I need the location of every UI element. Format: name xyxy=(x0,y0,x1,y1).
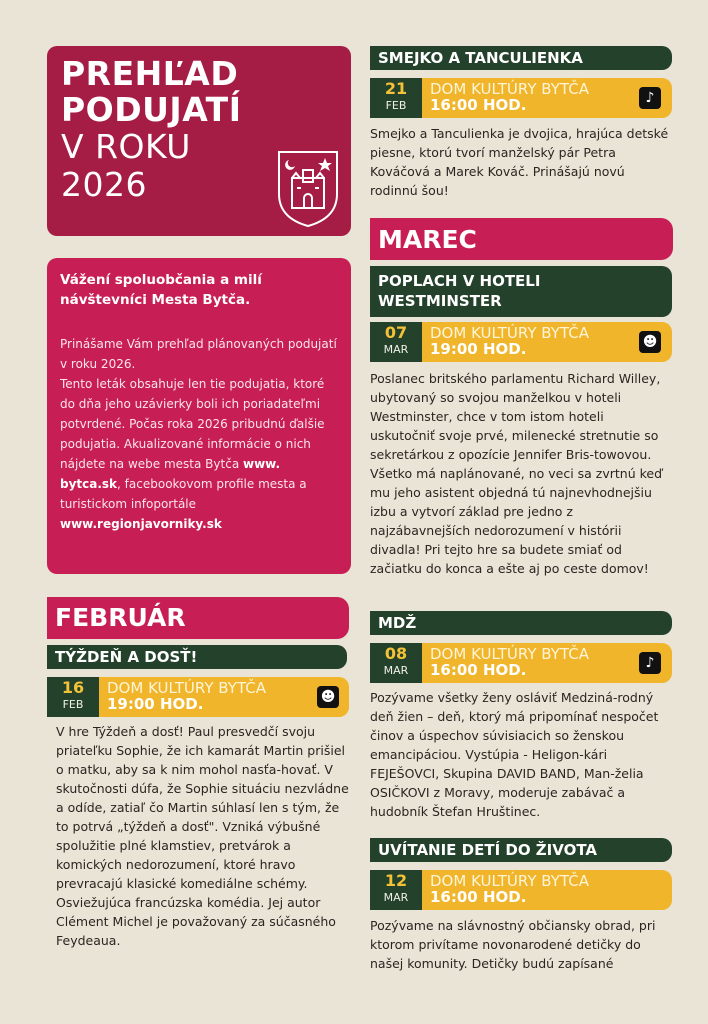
event-date-smejko xyxy=(370,78,422,118)
event-desc-smejko: Smejko a Tanculienka je dvojica, hrajúca detské piesne, ktorú tvorí manželský pár Petra Kováčová a Marek Kováč. Prinášajú novú rodinnú šou! xyxy=(370,126,669,198)
event-title-text: TÝŽDEŇ A DOSŤ! xyxy=(55,648,198,666)
event-title-smejko xyxy=(370,46,672,70)
event-time: 16:00 HOD. xyxy=(430,96,527,114)
event-day: 07 xyxy=(384,323,408,342)
event-venue: DOM KULTÚRY BYTČA xyxy=(107,679,266,697)
intro-text xyxy=(60,334,341,534)
event-title-text: SMEJKO A TANCULIENKA xyxy=(378,49,583,67)
event-place-smejko xyxy=(422,78,672,118)
intro-box xyxy=(47,258,351,574)
event-date-uvitanie xyxy=(370,870,422,910)
intro-heading: Vážení spoluobčania a milí návštevníci Mesta Bytča. xyxy=(60,272,262,308)
event-venue: DOM KULTÚRY BYTČA xyxy=(430,80,589,98)
event-title-uvitanie xyxy=(370,838,672,862)
theatre-masks-icon: ☻ xyxy=(639,331,661,353)
intro-web-link[interactable]: www. bytca.sk xyxy=(60,457,281,491)
event-venue: DOM KULTÚRY BYTČA xyxy=(430,324,589,342)
title-box xyxy=(47,46,351,236)
event-month: MAR xyxy=(383,664,409,677)
event-title-text: UVÍTANIE DETÍ DO ŽIVOTA xyxy=(378,841,598,859)
event-venue: DOM KULTÚRY BYTČA xyxy=(430,872,589,890)
theatre-masks-icon: ☻ xyxy=(317,686,339,708)
event-time: 19:00 HOD. xyxy=(107,695,204,713)
event-day: 08 xyxy=(384,644,408,663)
month-march-label: MAREC xyxy=(378,225,477,254)
intro-portal-link[interactable]: www.regionjavorniky.sk xyxy=(60,517,222,531)
event-time: 16:00 HOD. xyxy=(430,888,527,906)
month-february-label: FEBRUÁR xyxy=(55,603,186,632)
music-note-icon: ♪ xyxy=(639,652,661,674)
event-day: 12 xyxy=(384,871,408,890)
event-place-poplach xyxy=(422,322,672,362)
event-date-tyzden xyxy=(47,677,99,717)
event-month: FEB xyxy=(62,698,84,711)
event-time: 19:00 HOD. xyxy=(430,340,527,358)
page-title-line2: PODUJATÍ xyxy=(61,90,242,129)
event-month: FEB xyxy=(385,99,407,112)
event-venue: DOM KULTÚRY BYTČA xyxy=(430,645,589,663)
intro-paragraph-3: , facebookovom profile mesta a turistickom infoportále xyxy=(60,477,307,511)
event-month: MAR xyxy=(383,891,409,904)
event-day: 21 xyxy=(384,79,408,98)
month-march xyxy=(370,218,673,260)
event-desc-poplach: Poslanec britského parlamentu Richard Willey, ubytovaný so svojou manželkou v hoteli Westminster, chce v tom istom hoteli uskutočniť svoje prvé, milenecké stretnutie so sekretárkou z opozície Jennifer Bris-towovou. Všetko má naplánované, no veci sa zvrtnú keď mu jeho asistent objedná tú najnevhodnejšiu izbu a vytvorí základ pre jedno z najzábavnejších nedorozumení v histórii divadla! Pri tejto hre sa budete smiať od začiatku do konca a ešte aj po ceste domov! xyxy=(370,371,663,576)
event-title-text: POPLACH V HOTELI WESTMINSTER xyxy=(378,272,541,310)
event-place-mdz xyxy=(422,643,672,683)
month-february xyxy=(47,597,349,639)
event-title-mdz xyxy=(370,611,672,635)
event-day: 16 xyxy=(61,678,85,697)
event-title-poplach xyxy=(370,266,672,317)
event-date-poplach xyxy=(370,322,422,362)
page-title-line4: 2026 xyxy=(61,165,147,204)
event-place-uvitanie xyxy=(422,870,672,910)
event-place-tyzden xyxy=(99,677,349,717)
page-title-line1: PREHĽAD xyxy=(61,54,239,93)
intro-paragraph-2: Tento leták obsahuje len tie podujatia, ktoré do dňa jeho uzávierky boli ich poriadateľmi potvrdené. Počas roka 2026 pribudnú ďalšie podujatia. Akualizované informácie o nich nájdete na webe mesta Bytča xyxy=(60,377,325,471)
event-title-tyzden xyxy=(47,645,347,669)
event-desc-mdz: Pozývame všetky ženy osláviť Medziná-rodný deň žien – deň, ktorý má pripomínať nespočet činov a úspechov súvisiacich so ženskou emancipáciou. Vystúpia - Heligon-kári FEJEŠOVCI, Skupina DAVID BAND, Man-želia OSIČKOVI z Moravy, moderuje zabávač a hudobník Štefan Hruštinec. xyxy=(370,690,659,819)
town-crest-icon xyxy=(275,148,341,228)
event-title-text: MDŽ xyxy=(378,614,417,632)
event-month: MAR xyxy=(383,343,409,356)
event-desc-tyzden: V hre Týždeň a dosť! Paul presvedčí svoju priateľku Sophie, že ich kamarát Martin prišiel o matku, aby sa k nim mohol nasťa-hovať. V skutočnosti dúfa, že Sophie situáciu nezvládne a odíde, zatiaľ čo Martin súhlasí len s tým, že to potrvá „týždeň a dosť". Vzniká výbušné spolužitie plné klamstiev, pretvárok a komických nedorozumení, ktoré hravo prevracajú klasické komediálne schémy. Osviežujúca francúzska komédia. Jej autor Clément Michel je považovaný za súčasného Feydeaua. xyxy=(56,724,349,948)
event-time: 16:00 HOD. xyxy=(430,661,527,679)
event-date-mdz xyxy=(370,643,422,683)
music-note-icon: ♪ xyxy=(639,87,661,109)
page-title-line3: V ROKU xyxy=(61,127,191,166)
event-desc-uvitanie: Pozývame na slávnostný občiansky obrad, pri ktorom privítame novonarodené detičky do našej komunity. Detičky budú zapísané xyxy=(370,918,656,971)
intro-paragraph-1: Prinášame Vám prehľad plánovaných podujatí v roku 2026. xyxy=(60,337,337,371)
